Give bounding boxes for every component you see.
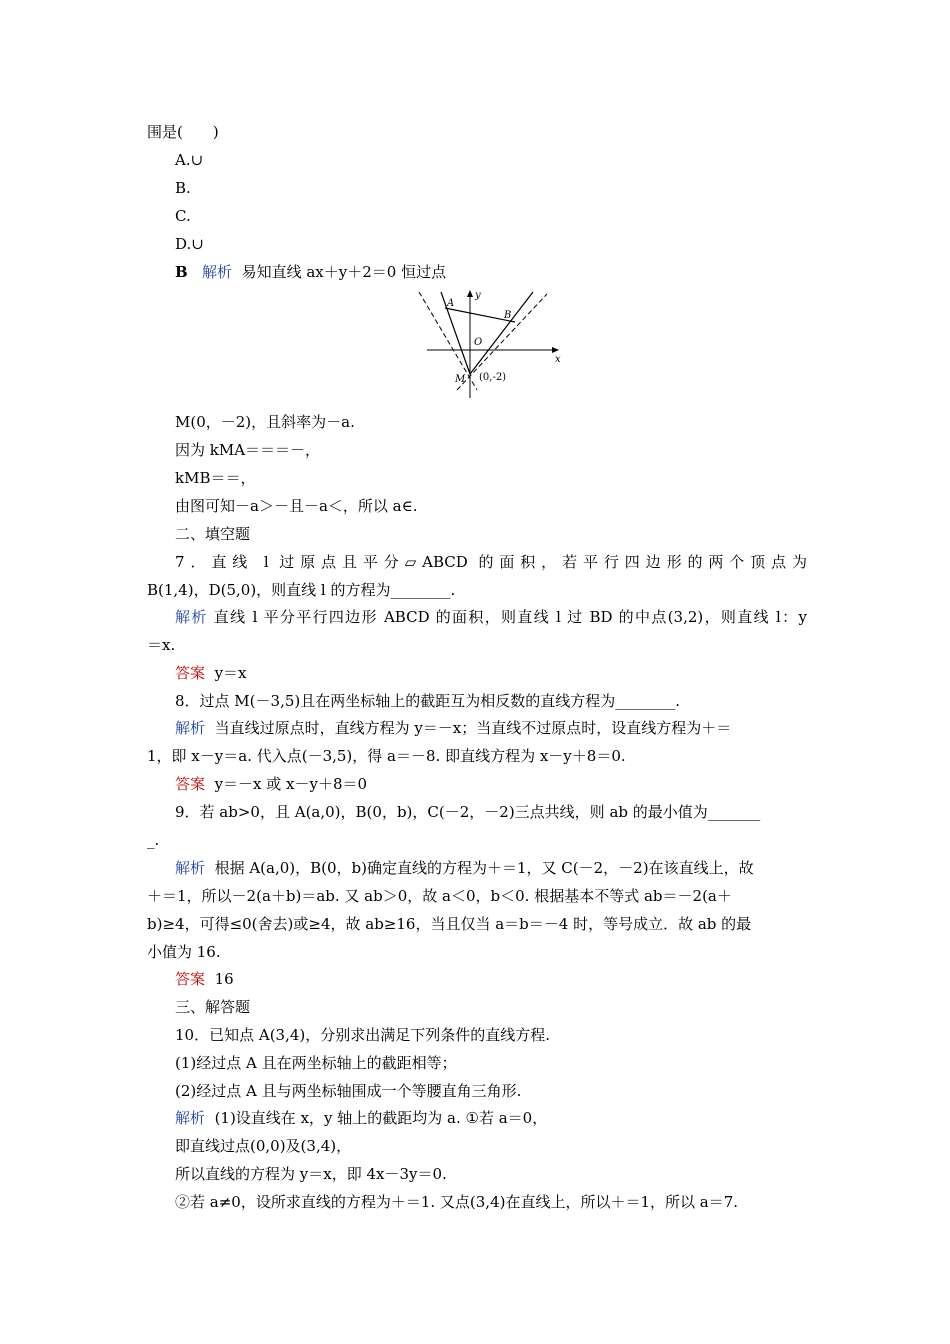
analysis-9-cont: 小值为 16.: [147, 943, 221, 961]
analysis-tag: 解析: [202, 263, 233, 281]
analysis-tag: 解析: [175, 1109, 206, 1127]
line-mb: [470, 292, 533, 374]
text-line: ②若 a≠0，设所求直线的方程为＋＝1. 又点(3,4)在直线上，所以＋＝1，所以 a＝7.: [175, 1193, 739, 1211]
question-7: 7．直线 l 过原点且平分▱ABCD 的面积，若平行四边形的两个顶点为: [175, 553, 807, 571]
option-d: D.∪: [175, 235, 204, 253]
label-a: A: [447, 298, 455, 309]
text-line: 所以直线的方程为 y＝x，即 4x－3y＝0.: [175, 1165, 447, 1183]
analysis-text: 直线 l 平分平行四边形 ABCD 的面积，则直线 l 过 BD 的中点(3,2)，则直线 l：y: [213, 608, 807, 626]
option-c: C.: [175, 207, 191, 225]
question-stem-tail: 围是( ): [147, 123, 219, 141]
answer-tag: 答案: [175, 970, 206, 988]
question-10: 10．已知点 A(3,4)，分别求出满足下列条件的直线方程.: [175, 1026, 551, 1044]
analysis-7-cont: ＝x.: [147, 636, 176, 654]
option-a: A.∪: [175, 151, 204, 169]
analysis-text: (1)设直线在 x，y 轴上的截距均为 a. ①若 a＝0，: [214, 1109, 548, 1127]
label-m: M: [455, 374, 466, 385]
question-10-part-1: (1)经过点 A 且在两坐标轴上的截距相等；: [175, 1054, 457, 1072]
analysis-9-cont: b)≥4，可得≤0(舍去)或≥4，故 ab≥16，当且仅当 a＝b＝－4 时，等号成立．故 ab 的最: [147, 915, 752, 933]
solution-6-line: [175, 261, 446, 283]
analysis-9: [175, 857, 754, 879]
question-8: 8．过点 M(－3,5)且在两坐标轴上的截距互为相反数的直线方程为________.: [175, 692, 681, 710]
analysis-8-cont: 1，即 x－y＝a. 代入点(－3,5)，得 a＝－8. 即直线方程为 x－y＋8＝0.: [147, 747, 626, 765]
analysis-tag: 解析: [175, 608, 208, 626]
analysis-9-cont: ＋＝1，所以－2(a＋b)＝ab. 又 ab＞0，故 a＜0，b＜0. 根据基本不等式 ab＝－2(a＋: [147, 887, 732, 905]
question-9: 9．若 ab>0，且 A(a,0)，B(0，b)，C(－2，－2)三点共线，则 ab 的最小值为_______: [175, 803, 761, 821]
line-diagram: [417, 286, 567, 404]
analysis-tag: 解析: [175, 859, 206, 877]
label-point: (0,-2): [479, 372, 507, 383]
section-heading: 二、填空题: [175, 525, 251, 543]
answer-text: y＝x: [214, 664, 247, 682]
question-9-cont: _.: [147, 831, 160, 849]
text-line: 由图可知－a＞－且－a＜，所以 a∈.: [175, 497, 418, 515]
x-axis-arrow: [552, 347, 559, 353]
analysis-7: [175, 606, 807, 628]
answer-7: [175, 662, 247, 684]
analysis-text: 根据 A(a,0)，B(0，b)确定直线的方程为＋＝1，又 C(－2，－2)在该直线上，故: [214, 859, 754, 877]
answer-tag: 答案: [175, 775, 206, 793]
option-b: B.: [175, 179, 191, 197]
text-line: 因为 kMA＝＝＝－，: [175, 441, 321, 459]
answer-tag: 答案: [175, 664, 206, 682]
label-y: y: [475, 290, 481, 301]
text-line: 即直线过点(0,0)及(3,4)，: [175, 1137, 352, 1155]
answer-text: 16: [214, 970, 234, 988]
line-ma: [441, 292, 470, 374]
text-line: kMB＝＝，: [175, 469, 256, 487]
question-10-part-2: (2)经过点 A 且与两坐标轴围成一个等腰直角三角形.: [175, 1082, 522, 1100]
answer-key: B: [175, 263, 188, 281]
y-axis-arrow: [467, 290, 473, 297]
analysis-10: [175, 1107, 547, 1129]
answer-8: [175, 773, 367, 795]
label-x: x: [555, 354, 561, 365]
analysis-8: [175, 717, 731, 739]
section-heading: 三、解答题: [175, 998, 251, 1016]
analysis-text: 当直线过原点时，直线方程为 y＝－x；当直线不过原点时，设直线方程为＋＝: [214, 719, 732, 737]
text-line: M(0，－2)，且斜率为－a.: [175, 413, 355, 431]
analysis-text: 易知直线 ax＋y＋2＝0 恒过点: [241, 263, 447, 281]
answer-text: y＝－x 或 x－y＋8＝0: [214, 775, 368, 793]
answer-9: [175, 968, 234, 990]
analysis-tag: 解析: [175, 719, 206, 737]
label-b: B: [504, 310, 512, 321]
question-7-cont: B(1,4)，D(5,0)，则直线 l 的方程为________.: [147, 581, 456, 599]
label-o: O: [474, 337, 483, 348]
